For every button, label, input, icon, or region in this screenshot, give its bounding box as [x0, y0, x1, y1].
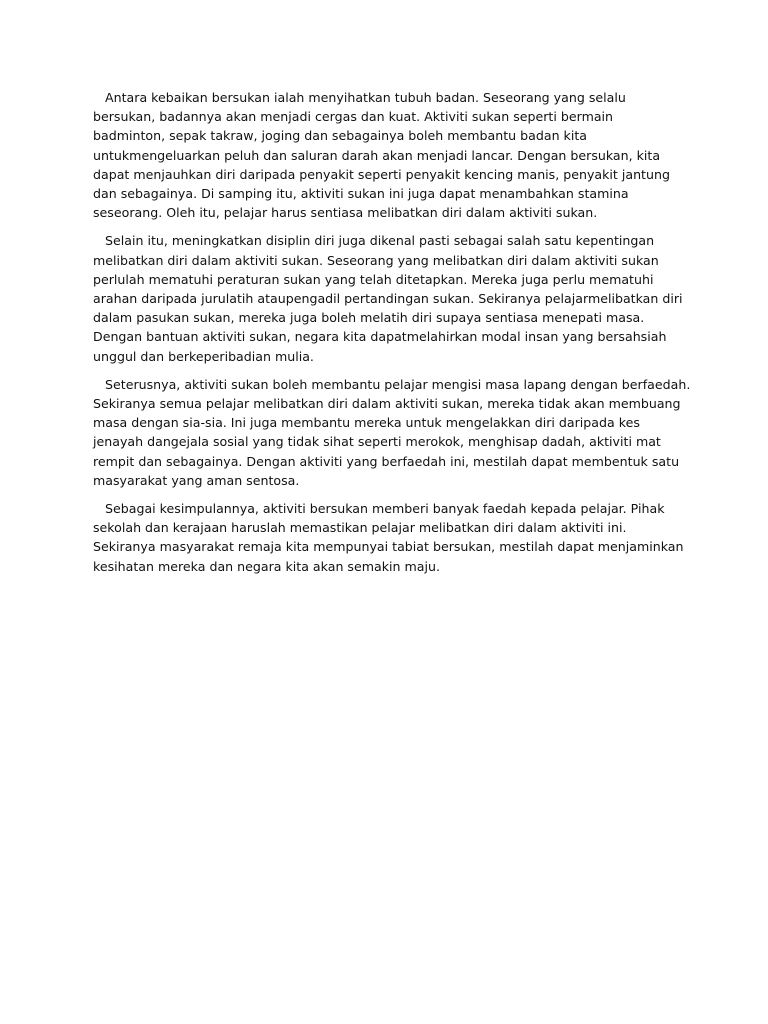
paragraph-line: dalam pasukan sukan, mereka juga boleh melatih diri supaya sentiasa menepati masa.	[93, 310, 645, 326]
paragraph-line: sekolah dan kerajaan haruslah memastikan pelajar melibatkan diri dalam aktiviti ini.	[93, 520, 627, 536]
paragraph-line: bersukan, badannya akan menjadi cergas dan kuat. Aktiviti sukan seperti bermain	[93, 109, 614, 125]
paragraph-2	[93, 231, 683, 365]
paragraph-line: Selain itu, meningkatkan disiplin diri juga dikenal pasti sebagai salah satu kepentingan	[93, 233, 655, 249]
paragraph-line: badminton, sepak takraw, joging dan sebagainya boleh membantu badan kita	[93, 128, 587, 144]
paragraph-line: Seterusnya, aktiviti sukan boleh membantu pelajar mengisi masa lapang dengan berfaedah.	[93, 376, 691, 392]
document-body	[93, 88, 691, 585]
paragraph-line: unggul dan berkeperibadian mulia.	[93, 348, 314, 364]
paragraph-line: Sekiranya masyarakat remaja kita mempunyai tabiat bersukan, mestilah dapat menjaminkan	[93, 539, 684, 555]
paragraph-line: rempit dan sebagainya. Dengan aktiviti yang berfaedah ini, mestilah dapat membentuk satu	[93, 453, 680, 469]
paragraph-line: seseorang. Oleh itu, pelajar harus sentiasa melibatkan diri dalam aktiviti sukan.	[93, 205, 598, 221]
paragraph-line: untukmengeluarkan peluh dan saluran darah akan menjadi lancar. Dengan bersukan, kita	[93, 147, 661, 163]
paragraph-line: kesihatan mereka dan negara kita akan semakin maju.	[93, 558, 440, 574]
paragraph-line: masyarakat yang aman sentosa.	[93, 472, 300, 488]
paragraph-line: arahan daripada jurulatih ataupengadil pertandingan sukan. Sekiranya pelajarmelibatkan diri	[93, 291, 683, 307]
paragraph-3	[93, 375, 691, 490]
paragraph-line: melibatkan diri dalam aktiviti sukan. Seseorang yang melibatkan diri dalam aktiviti sukan	[93, 252, 659, 268]
paragraph-line: masa dengan sia-sia. Ini juga membantu mereka untuk mengelakkan diri daripada kes	[93, 415, 640, 431]
paragraph-line: Sebagai kesimpulannya, aktiviti bersukan memberi banyak faedah kepada pelajar. Pihak	[93, 501, 665, 517]
paragraph-line: Antara kebaikan bersukan ialah menyihatkan tubuh badan. Seseorang yang selalu	[93, 90, 626, 105]
paragraph-line: Sekiranya semua pelajar melibatkan diri dalam aktiviti sukan, mereka tidak akan membuang	[93, 396, 681, 412]
paragraph-line: jenayah dangejala sosial yang tidak sihat seperti merokok, menghisap dadah, aktiviti mat	[93, 434, 661, 450]
paragraph-line: perlulah mematuhi peraturan sukan yang telah ditetapkan. Mereka juga perlu mematuhi	[93, 271, 654, 287]
paragraph-4	[93, 499, 683, 576]
paragraph-line: Dengan bantuan aktiviti sukan, negara kita dapatmelahirkan modal insan yang bersahsiah	[93, 329, 667, 345]
paragraph-line: dapat menjauhkan diri daripada penyakit seperti penyakit kencing manis, penyakit jantung	[93, 166, 670, 182]
paragraph-1	[93, 88, 683, 222]
paragraph-line: dan sebagainya. Di samping itu, aktiviti sukan ini juga dapat menambahkan stamina	[93, 186, 629, 202]
